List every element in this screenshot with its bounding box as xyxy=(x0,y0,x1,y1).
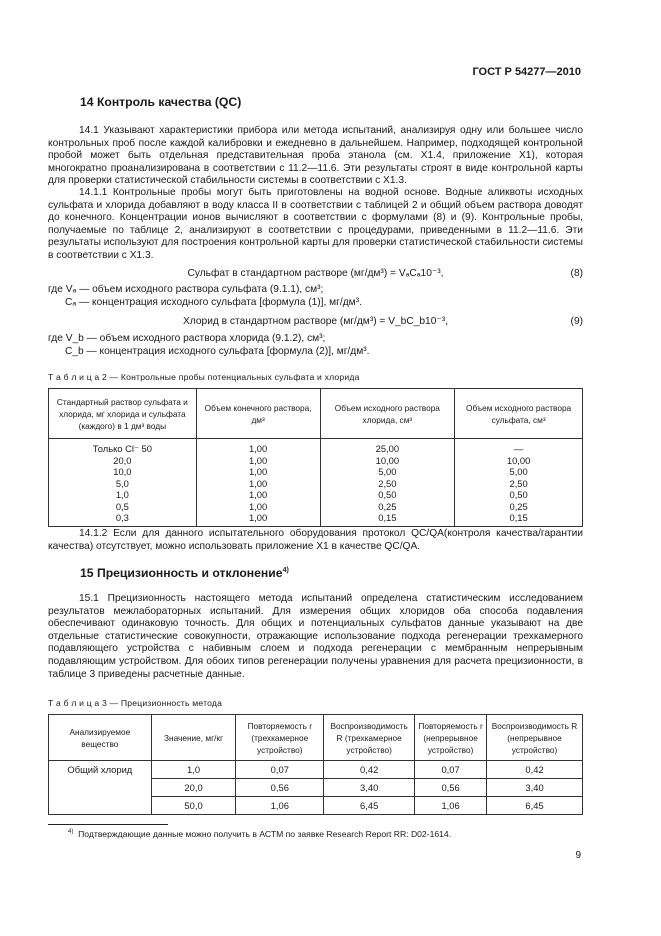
table-cell: 0,15 xyxy=(320,512,455,526)
table-cell: 0,42 xyxy=(487,761,583,779)
paragraph-14-1-text: 14.1 Указывают характеристики прибора или метода испытаний, анализируя одну или большее число контрольных проб после каждой калибровки и ежедневно в дальнейшем. Например, подходящей контрольной пробой может быть отдельная представительная проба этанола (см. X1.4, приложение X1), которая многократно проанализирована в соответствии с 11.2—11.6. Эти результаты строят в виде контрольной карты для проверки статистической стабильности системы в соответствии с X1.3. xyxy=(48,125,583,187)
table-3-header-reproducibility-triple: Воспроизводимость R (трехкамерное устройство) xyxy=(324,715,415,761)
table-cell: 1,0 xyxy=(49,489,197,501)
table-cell: 1,00 xyxy=(196,478,320,490)
paragraph-14-1-1-text: 14.1.1 Контрольные пробы могут быть приготовлены на водной основе. Водные аликвоты исходных сульфата и хлорида добавляют в воду класса II в соответствии с таблицей 2 и общий объем раствора доводят до конечного. Концентрации ионов вычисляют в соответствии с формулами (8) и (9). Контрольные пробы, получаемые по таблице 2, анализируют в соответствии с процедурами, приведенными в 11.2—11.6. Эти результаты используют для построения контрольной карты для проверки статистической стабильности системы в соответствии с X1.3. xyxy=(48,187,583,261)
table-cell: 0,25 xyxy=(320,501,455,513)
formula-9-number: (9) xyxy=(570,316,583,327)
table-2-header-standard: Стандартный раствор сульфата и хлорида, мг хлорида и сульфата (каждого) в 1 дм³ воды xyxy=(49,389,197,439)
table-cell: 0,50 xyxy=(455,489,583,501)
table-cell: 5,00 xyxy=(320,466,455,478)
table-cell: 0,07 xyxy=(236,761,324,779)
formula-9-definitions xyxy=(48,333,369,359)
footnote-divider xyxy=(48,824,168,825)
section-15-title-text: 15 Прецизионность и отклонение xyxy=(80,566,283,580)
table-cell: Только Cl⁻ 50 xyxy=(49,439,197,455)
table-cell: 0,50 xyxy=(320,489,455,501)
table-3-caption: Т а б л и ц а 3 — Прецизионность метода xyxy=(48,698,223,708)
table-cell: 1,00 xyxy=(196,466,320,478)
definition-cb: C_b — концентрация исходного сульфата [формула (2)], мг/дм³. xyxy=(65,345,370,357)
section-15-title xyxy=(80,566,289,580)
paragraph-14-1-2 xyxy=(48,528,583,553)
formula-8-number: (8) xyxy=(570,268,583,279)
table-cell: — xyxy=(455,439,583,455)
table-row xyxy=(49,466,583,478)
table-row xyxy=(49,489,583,501)
page-number: 9 xyxy=(575,850,581,861)
table-row xyxy=(49,478,583,490)
paragraph-14-1-1 xyxy=(48,187,583,263)
table-cell: 2,50 xyxy=(455,478,583,490)
table-2-header-sulfate-volume: Объем исходного раствора сульфата, см³ xyxy=(455,389,583,439)
table-cell: 6,45 xyxy=(487,797,583,815)
table-cell: 50,0 xyxy=(151,797,236,815)
table-cell: 5,00 xyxy=(455,466,583,478)
table-cell: 5,0 xyxy=(49,478,197,490)
table-cell: 1,0 xyxy=(151,761,236,779)
paragraph-15-1 xyxy=(48,593,583,681)
footnote xyxy=(68,829,451,839)
table-row xyxy=(49,455,583,467)
formula-9-expression: Хлорид в стандартном растворе (мг/дм³) = V_bC_b10⁻³, xyxy=(183,316,448,327)
table-2-header-final-volume: Объем конечного раствора, дм³ xyxy=(196,389,320,439)
section-14-title: 14 Контроль качества (QC) xyxy=(80,95,242,109)
formula-8 xyxy=(48,268,583,281)
table-cell: 0,15 xyxy=(455,512,583,526)
table-cell: 20,0 xyxy=(151,779,236,797)
table-cell: 1,06 xyxy=(415,797,487,815)
definition-ca: Cₐ — концентрация исходного сульфата [формула (1)], мг/дм³. xyxy=(65,296,362,308)
table-cell: 1,00 xyxy=(196,512,320,526)
footnote-text: Подтверждающие данные можно получить в АСТМ по заявке Research Report RR: D02-1614. xyxy=(78,829,452,839)
table-cell: 0,5 xyxy=(49,501,197,513)
table-cell: 20,0 xyxy=(49,455,197,467)
definition-vb: где V_b — объем исходного раствора хлорида (9.1.2), см³; xyxy=(48,333,326,344)
table-cell: 25,00 xyxy=(320,439,455,455)
table-cell: 0,25 xyxy=(455,501,583,513)
table-3-header-value: Значение, мг/кг xyxy=(151,715,236,761)
table-cell: 0,56 xyxy=(236,779,324,797)
table-3-header-repeatability-continuous: Повторяемость r (непрерывное устройство) xyxy=(415,715,487,761)
table-2-header-chloride-volume: Объем исходного раствора хлорида, см³ xyxy=(320,389,455,439)
table-3-header-repeatability-triple: Повторяемость r (трехкамерное устройство) xyxy=(236,715,324,761)
paragraph-14-1 xyxy=(48,125,583,188)
table-row xyxy=(49,512,583,526)
table-cell: 1,00 xyxy=(196,489,320,501)
table-3 xyxy=(48,714,583,815)
table-3-header-substance: Анализируемое вещество xyxy=(49,715,152,761)
table-cell: 10,00 xyxy=(455,455,583,467)
table-cell: 1,00 xyxy=(196,501,320,513)
document-id: ГОСТ Р 54277—2010 xyxy=(472,66,581,78)
table-cell: 6,45 xyxy=(324,797,415,815)
table-cell: 3,40 xyxy=(487,779,583,797)
formula-8-definitions xyxy=(48,284,362,310)
paragraph-14-1-2-text: 14.1.2 Если для данного испытательного оборудования протокол QC/QA(контроля качества/гарантии качества) отсутствует, можно использовать приложение X1 в качестве QC/QA. xyxy=(48,528,583,552)
table-2 xyxy=(48,388,583,527)
table-cell: 1,00 xyxy=(196,455,320,467)
table-cell: 2,50 xyxy=(320,478,455,490)
table-row xyxy=(49,439,583,455)
footnote-reference: 4) xyxy=(282,566,289,574)
table-cell: 1,00 xyxy=(196,439,320,455)
definition-va: где Vₐ — объем исходного раствора сульфата (9.1.1), см³; xyxy=(48,284,324,295)
table-cell: 0,07 xyxy=(415,761,487,779)
formula-9 xyxy=(48,316,583,329)
formula-8-expression: Сульфат в стандартном растворе (мг/дм³) = VₐCₐ10⁻³, xyxy=(187,268,444,279)
table-cell: 3,40 xyxy=(324,779,415,797)
table-2-caption: Т а б л и ц а 2 — Контрольные пробы потенциальных сульфата и хлорида xyxy=(48,372,360,382)
table-row xyxy=(49,761,583,779)
table-cell-substance: Общий хлорид xyxy=(49,761,152,815)
table-cell: 0,42 xyxy=(324,761,415,779)
table-3-header-reproducibility-continuous: Воспроизводимость R (непрерывное устройство) xyxy=(487,715,583,761)
table-cell: 10,0 xyxy=(49,466,197,478)
table-cell: 10,00 xyxy=(320,455,455,467)
footnote-marker: 4) xyxy=(68,829,74,836)
table-cell: 0,3 xyxy=(49,512,197,526)
table-row xyxy=(49,501,583,513)
table-cell: 0,56 xyxy=(415,779,487,797)
paragraph-15-1-text: 15.1 Прецизионность настоящего метода испытаний определена статистическим исследованием результатов межлабораторных испытаний. Для измерения общих хлоридов оба способа подавления обеспечивают одинаковую точность. Для общих и потенциальных сульфатов данные указывают на две отдельные статистические совокупности, отражающие использование подхода регенерации трехкамерного подавляющего устройства с набивным слоем и подхода регенерации с мембранным непрерывным подавляющим устройством. Для обоих типов регенерации получены уравнения для расчета прецизионности, в таблице 3 приведены расчетные данные. xyxy=(48,593,583,680)
table-cell: 1,06 xyxy=(236,797,324,815)
